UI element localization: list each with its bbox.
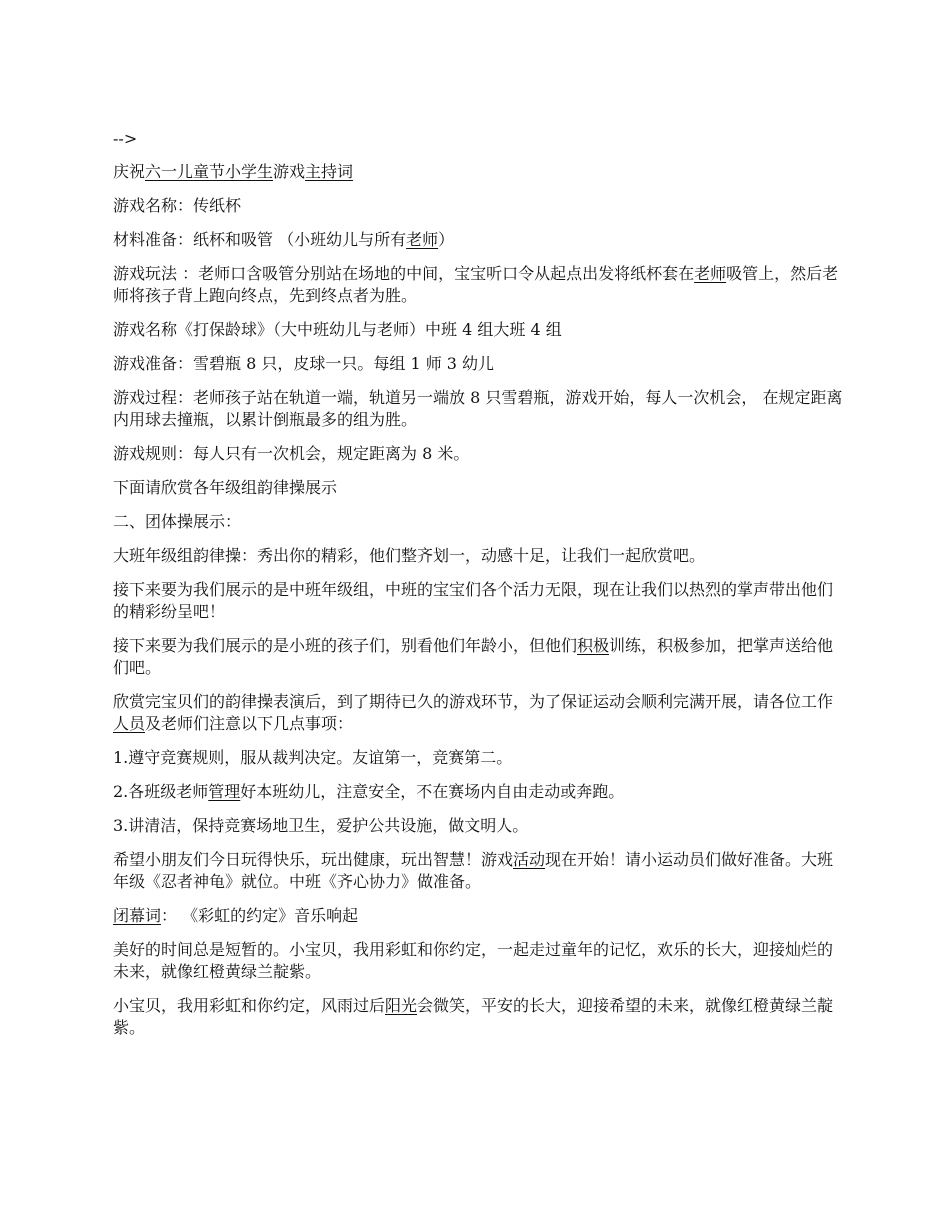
list-item-2: 2.各班级老师管理好本班幼儿，注意安全，不在赛场内自由走动或奔跑。 (113, 782, 625, 801)
paragraph-closing-1: 美好的时间总是短暂的。小宝贝，我用彩虹和你约定，一起走过童年的记忆，欢乐的长大，迎接灿烂的未来，就像红橙黄绿兰靛紫。 (113, 940, 834, 981)
paragraph-junior-class: 接下来要为我们展示的是小班的孩子们，别看他们年龄小，但他们积极训练，积极参加，把掌声送给他们吧。 (113, 636, 834, 677)
paragraph-game-name-1: 游戏名称：传纸杯 (113, 196, 242, 215)
paragraph-middle-class: 接下来要为我们展示的是中班年级组，中班的宝宝们各个活力无限，现在让我们以热烈的掌声带出他们的精彩纷呈吧！ (113, 580, 834, 621)
paragraph-game-process: 游戏过程：老师孩子站在轨道一端，轨道另一端放 8 只雪碧瓶，游戏开始，每人一次机会， 在规定距离内用球去撞瓶，以累计倒瓶最多的组为胜。 (113, 388, 843, 429)
paragraph-notice: 欣赏完宝贝们的韵律操表演后，到了期待已久的游戏环节，为了保证运动会顺利完满开展，请各位工作人员及老师们注意以下几点事项： (113, 692, 834, 733)
paragraph-closing-2: 小宝贝，我用彩虹和你约定，风雨过后阳光会微笑，平安的长大，迎接希望的未来，就像红橙黄绿兰靛紫。 (113, 996, 834, 1037)
document-body (113, 128, 843, 1051)
paragraph-materials: 材料准备：纸杯和吸管 （小班幼儿与所有老师） (113, 230, 455, 249)
list-item-1: 1.遵守竞赛规则，服从裁判决定。友谊第一，竞赛第二。 (113, 748, 513, 767)
link-host-script[interactable]: 主持词 (305, 162, 354, 181)
link-management[interactable]: 管理 (208, 782, 241, 801)
section-heading-group-exercise: 二、团体操展示： (113, 512, 242, 531)
paragraph-game-name-2: 游戏名称《打保龄球》（大中班幼儿与老师）中班 4 组大班 4 组 (113, 320, 562, 339)
link-teacher-2[interactable]: 老师 (694, 264, 727, 283)
link-children-day[interactable]: 六一儿童节小学生 (145, 162, 274, 181)
paragraph-game-rules-1: 游戏玩法 ：老师口含吸管分别站在场地的中间，宝宝听口令从起点出发将纸杯套在老师吸管上，然后老师将孩子背上跑向终点，先到终点者为胜。 (113, 264, 839, 305)
document-title: 庆祝六一儿童节小学生游戏主持词 (113, 162, 354, 181)
link-positive[interactable]: 积极 (577, 636, 610, 655)
link-activity[interactable]: 活动 (513, 850, 546, 869)
paragraph-start-games: 希望小朋友们今日玩得快乐，玩出健康，玩出智慧！游戏活动现在开始！请小运动员们做好准备。大班年级《忍者神龟》就位。中班《齐心协力》做准备。 (113, 850, 834, 891)
paragraph-game-rules-2: 游戏规则：每人只有一次机会，规定距离为 8 米。 (113, 444, 470, 463)
link-sunshine[interactable]: 阳光 (385, 996, 418, 1015)
link-staff[interactable]: 人员 (113, 714, 146, 733)
list-item-3: 3.讲清洁，保持竞赛场地卫生，爱护公共设施，做文明人。 (113, 816, 529, 835)
link-teacher[interactable]: 老师 (406, 230, 439, 249)
link-closing-speech[interactable]: 闭幕词 (113, 906, 162, 925)
paragraph-game-prep: 游戏准备：雪碧瓶 8 只，皮球一只。每组 1 师 3 幼儿 (113, 354, 495, 373)
paragraph-closing-heading: 闭幕词： 《彩虹的约定》音乐响起 (113, 906, 359, 925)
paragraph-intro-exercise: 下面请欣赏各年级组韵律操展示 (113, 478, 338, 497)
comment-marker: --> (113, 129, 138, 148)
paragraph-senior-class: 大班年级组韵律操：秀出你的精彩，他们整齐划一，动感十足，让我们一起欣赏吧。 (113, 546, 706, 565)
